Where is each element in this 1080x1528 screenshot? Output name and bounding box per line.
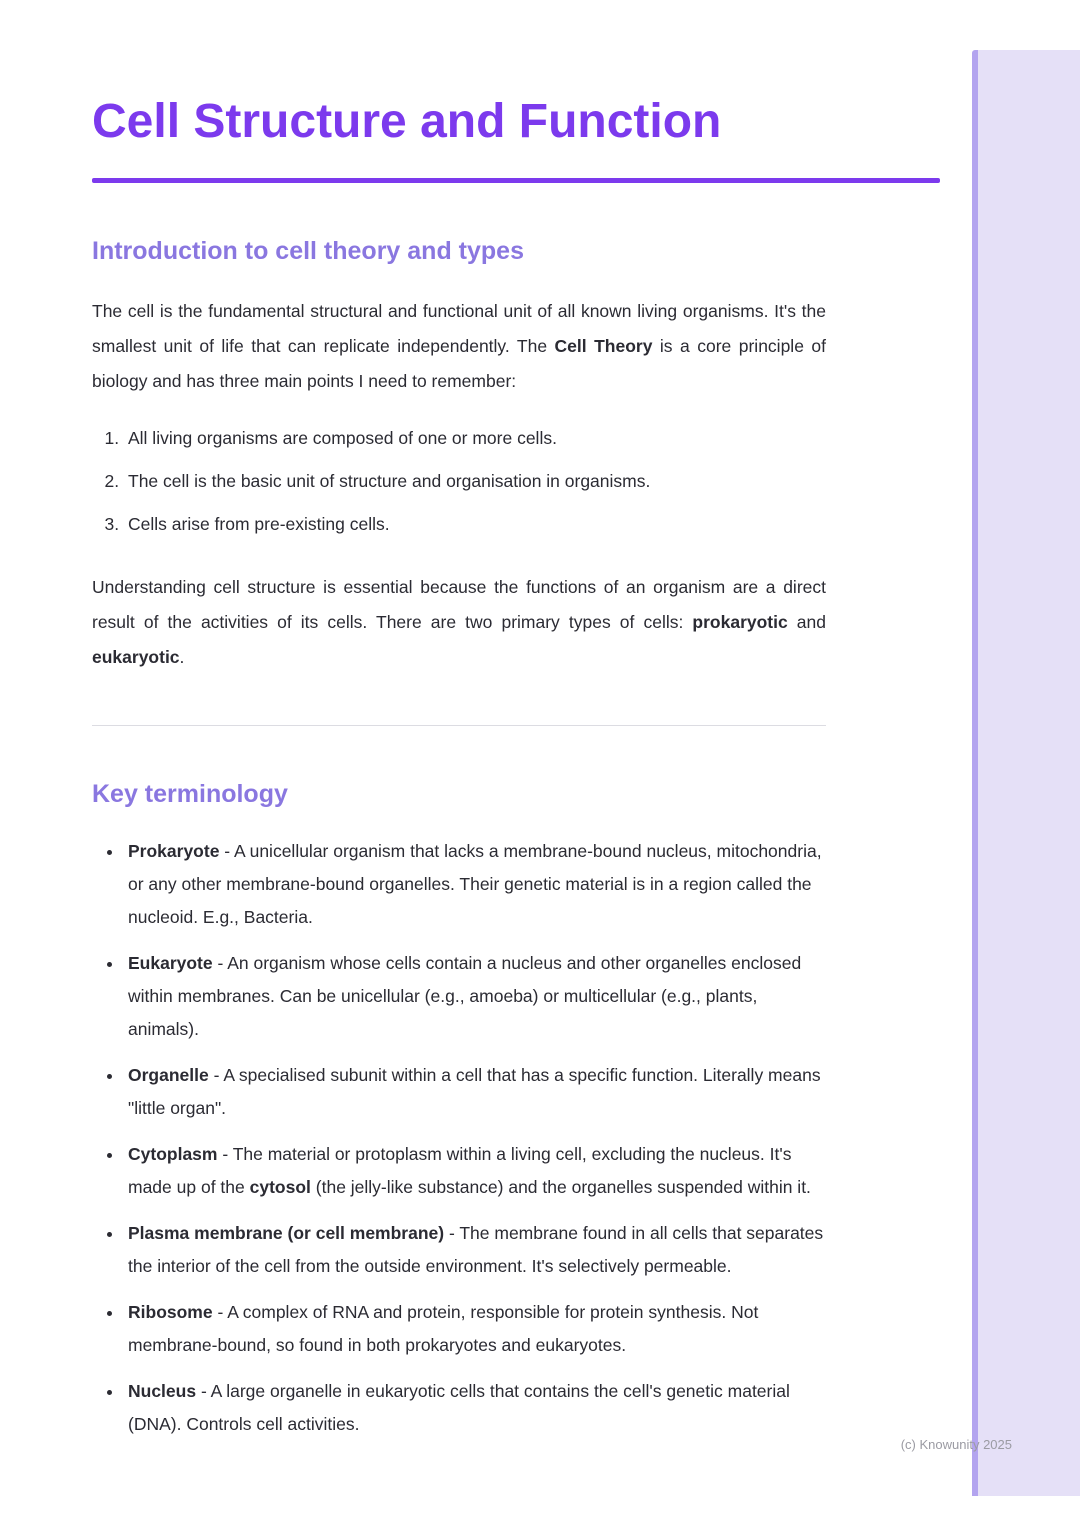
intro-paragraph-1: The cell is the fundamental structural and functional unit of all known living organisms. It's the smallest unit of life that can replicate independently. The Cell Theory is a core principle of biology and has three main points I need to remember:: [92, 300, 826, 391]
term-item-prokaryote: • Prokaryote - A unicellular organism that lacks a membrane-bound nucleus, mitochondria, or any other membrane-bound organelles. Their genetic material is in a region called the nucleoid. E.g., Bacteria.: [124, 835, 826, 934]
section-divider: [92, 725, 826, 726]
scrollbar-track[interactable]: [972, 50, 1080, 1496]
intro-paragraph-2: Understanding cell structure is essential because the functions of an organism are a direct result of the activities of its cells. There are two primary types of cells: prokaryotic and eukaryotic.: [92, 576, 827, 667]
term-item-plasma-membrane: • Plasma membrane (or cell membrane) - The membrane found in all cells that separates the interior of the cell from the outside environment. It's selectively permeable.: [124, 1217, 826, 1283]
cell-theory-point-1: 1. All living organisms are composed of one or more cells.: [124, 421, 826, 456]
cell-theory-points-list: [92, 421, 826, 542]
terminology-list: [92, 835, 826, 1441]
term-item-nucleus: • Nucleus - A large organelle in eukaryotic cells that contains the cell's genetic material (DNA). Controls cell activities.: [124, 1375, 826, 1441]
term-item-ribosome: • Ribosome - A complex of RNA and protein, responsible for protein synthesis. Not membrane-bound, so found in both prokaryotes and eukaryotes.: [124, 1296, 826, 1362]
cell-theory-point-2: 2. The cell is the basic unit of structure and organisation in organisms.: [124, 464, 826, 499]
page-title: Cell Structure and Function: [92, 95, 722, 148]
term-item-eukaryote: • Eukaryote - An organism whose cells contain a nucleus and other organelles enclosed within membranes. Can be unicellular (e.g., amoeba) or multicellular (e.g., plants, animals).: [124, 947, 826, 1046]
section-heading-introduction: Introduction to cell theory and types: [92, 236, 524, 265]
title-divider-rule: [92, 178, 940, 183]
copyright-notice: (c) Knowunity 2025: [900, 1437, 1012, 1452]
term-item-organelle: • Organelle - A specialised subunit within a cell that has a specific function. Literally means "little organ".: [124, 1059, 826, 1125]
section-heading-key-terminology: Key terminology: [92, 779, 288, 808]
term-item-cytoplasm: • Cytoplasm - The material or protoplasm within a living cell, excluding the nucleus. It's made up of the cytosol (the jelly-like substance) and the organelles suspended within it.: [124, 1138, 826, 1204]
cell-theory-point-3: 3. Cells arise from pre-existing cells.: [124, 507, 826, 542]
document-content: [92, 96, 940, 1454]
